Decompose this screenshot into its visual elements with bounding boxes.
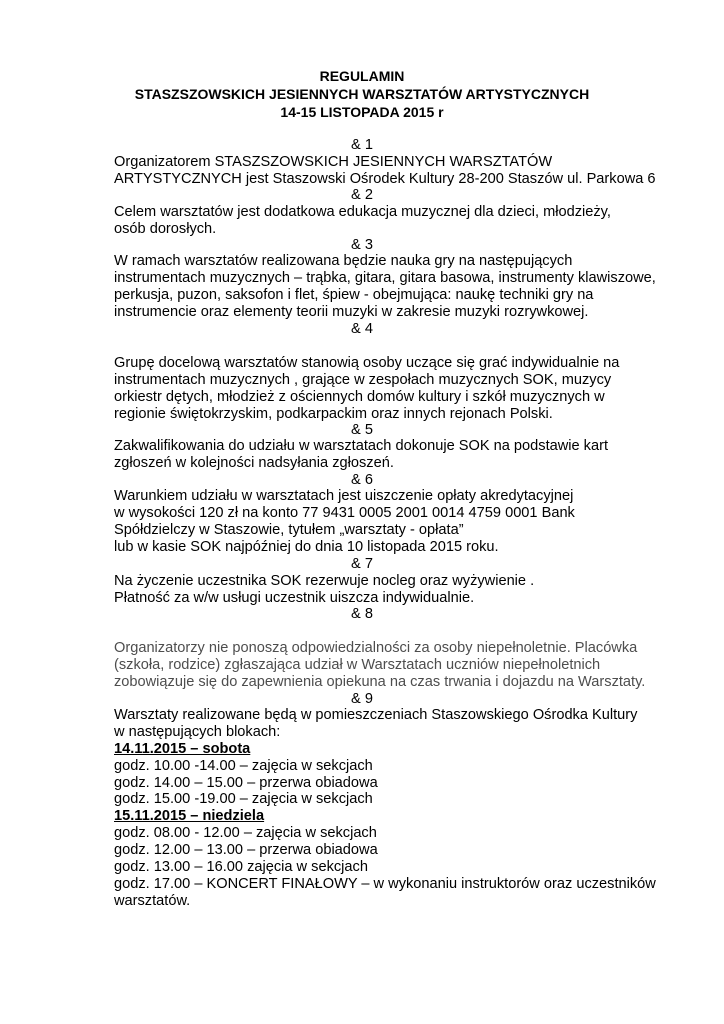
section-5-line: zgłoszeń w kolejności nadsyłania zgłoszeń. xyxy=(114,455,394,471)
section-6-line: Spółdzielczy w Staszowie, tytułem „warsztaty - opłata” xyxy=(114,522,464,538)
section-2-line: osób dorosłych. xyxy=(114,221,217,237)
section-mark-7: & 7 xyxy=(351,556,373,572)
document-dates: 14-15 LISTOPADA 2015 r xyxy=(280,104,444,120)
schedule-item: warsztatów. xyxy=(114,893,191,909)
section-2-line: Celem warsztatów jest dodatkowa edukacja muzycznej dla dzieci, młodzieży, xyxy=(114,204,611,220)
schedule-item: godz. 14.00 – 15.00 – przerwa obiadowa xyxy=(114,775,378,791)
section-3-line: W ramach warsztatów realizowana będzie nauka gry na następujących xyxy=(114,253,573,269)
section-mark-5: & 5 xyxy=(351,422,373,438)
schedule-item: godz. 15.00 -19.00 – zajęcia w sekcjach xyxy=(114,791,373,807)
section-mark-8: & 8 xyxy=(351,606,373,622)
section-mark-4: & 4 xyxy=(351,321,373,337)
day-1-heading: 14.11.2015 – sobota xyxy=(114,741,251,757)
section-4-line: regionie świętokrzyskim, podkarpackim oraz innych rejonach Polski. xyxy=(114,406,553,422)
section-mark-1: & 1 xyxy=(351,137,373,153)
section-4-line: Grupę docelową warsztatów stanowią osoby uczące się grać indywidualnie na xyxy=(114,355,620,371)
section-6-line: w wysokości 120 zł na konto 77 9431 0005 2001 0014 4759 0001 Bank xyxy=(114,505,575,521)
section-9-line: Warsztaty realizowane będą w pomieszczeniach Staszowskiego Ośrodka Kultury xyxy=(114,707,638,723)
schedule-item: godz. 10.00 -14.00 – zajęcia w sekcjach xyxy=(114,758,373,774)
section-6-line: lub w kasie SOK najpóźniej do dnia 10 listopada 2015 roku. xyxy=(114,539,499,555)
section-4-line: orkiestr dętych, młodzież z ościennych domów kultury i szkół muzycznych w xyxy=(114,389,605,405)
day-2-heading: 15.11.2015 – niedziela xyxy=(114,808,265,824)
section-1-line: Organizatorem STASZSZOWSKICH JESIENNYCH WARSZTATÓW xyxy=(114,154,553,170)
section-3-line: perkusja, puzon, saksofon i flet, śpiew - obejmująca: naukę techniki gry na xyxy=(114,287,594,303)
schedule-item: godz. 08.00 - 12.00 – zajęcia w sekcjach xyxy=(114,825,377,841)
schedule-item: godz. 12.00 – 13.00 – przerwa obiadowa xyxy=(114,842,378,858)
section-8-line: zobowiązuje się do zapewnienia opiekuna na czas trwania i dojazdu na Warsztaty. xyxy=(114,674,646,690)
schedule-item: godz. 17.00 – KONCERT FINAŁOWY – w wykonaniu instruktorów oraz uczestników xyxy=(114,876,656,892)
section-3-line: instrumencie oraz elementy teorii muzyki w zakresie muzyki rozrywkowej. xyxy=(114,304,589,320)
schedule-item: godz. 13.00 – 16.00 zajęcia w sekcjach xyxy=(114,859,368,875)
section-mark-9: & 9 xyxy=(351,691,373,707)
section-4-line: instrumentach muzycznych , grające w zespołach muzycznych SOK, muzycy xyxy=(114,372,612,388)
section-mark-6: & 6 xyxy=(351,472,373,488)
section-mark-3: & 3 xyxy=(351,237,373,253)
document-subtitle: STASZSZOWSKICH JESIENNYCH WARSZTATÓW ARTYSTYCZNYCH xyxy=(134,86,590,102)
section-6-line: Warunkiem udziału w warsztatach jest uiszczenie opłaty akredytacyjnej xyxy=(114,488,574,504)
section-7-line: Na życzenie uczestnika SOK rezerwuje nocleg oraz wyżywienie . xyxy=(114,573,535,589)
document-title: REGULAMIN xyxy=(319,68,405,84)
section-8-line: Organizatorzy nie ponoszą odpowiedzialności za osoby niepełnoletnie. Placówka xyxy=(114,640,638,656)
section-mark-2: & 2 xyxy=(351,187,373,203)
section-8-line: (szkoła, rodzice) zgłaszająca udział w Warsztatach uczniów niepełnoletnich xyxy=(114,657,601,673)
section-7-line: Płatność za w/w usługi uczestnik uiszcza indywidualnie. xyxy=(114,590,475,606)
section-3-line: instrumentach muzycznych – trąbka, gitara, gitara basowa, instrumenty klawiszowe, xyxy=(114,270,656,286)
section-5-line: Zakwalifikowania do udziału w warsztatach dokonuje SOK na podstawie kart xyxy=(114,438,609,454)
section-9-line: w następujących blokach: xyxy=(114,724,281,740)
section-1-line: ARTYSTYCZNYCH jest Staszowski Ośrodek Kultury 28-200 Staszów ul. Parkowa 6 xyxy=(114,171,656,187)
